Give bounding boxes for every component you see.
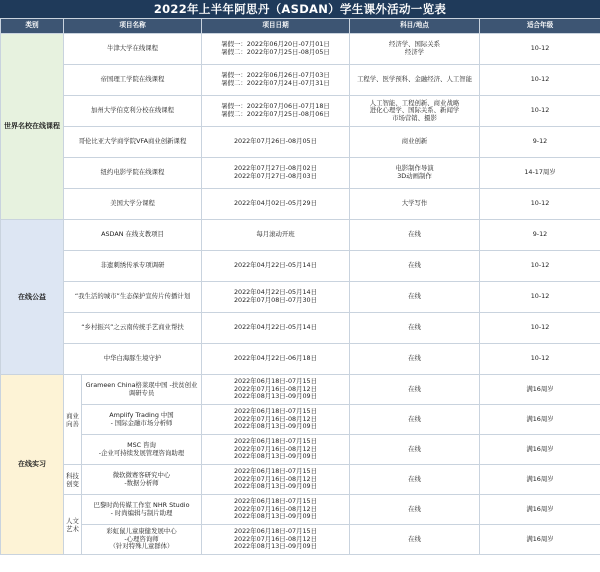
project-grade: 10-12 [480,282,600,313]
project-subject: 在线 [350,495,480,525]
project-grade: 满16周岁 [480,465,600,495]
project-grade: 满16周岁 [480,495,600,525]
project-grade: 9-12 [480,127,600,158]
project-subject: 大学写作 [350,189,480,220]
project-subject: 在线 [350,220,480,251]
project-subject: 工程学、医学预科、金融经济、人工智能 [350,65,480,96]
project-name: 加州大学伯克利分校在线课程 [64,96,202,127]
subcategory-cell: 商业向善 [64,375,82,465]
project-subject: 在线 [350,251,480,282]
table-row [1,189,600,220]
table-row [1,127,600,158]
project-date: 2022年06月18日-07月15日 2022年07月16日-08月12日 2022年08月13日-09月09日 [202,435,350,465]
category-cell: 在线公益 [1,220,64,375]
project-name: 巴黎时尚传媒工作室 NHR Studio - 时尚编辑与制片助理 [82,495,202,525]
table-row [1,65,600,96]
project-date: 2022年06月18日-07月15日 2022年07月16日-08月12日 2022年08月13日-09月09日 [202,525,350,555]
project-subject: 在线 [350,465,480,495]
project-name: 微软微赛客研究中心 -数据分析师 [82,465,202,495]
project-grade: 满16周岁 [480,435,600,465]
table-row [1,495,600,525]
header-name: 项目名称 [64,19,202,34]
project-grade: 满16周岁 [480,525,600,555]
project-subject: 在线 [350,405,480,435]
project-date: 2022年04月22日-06月18日 [202,344,350,375]
project-name: Amplify Trading 中国 - 国际金融市场分析师 [82,405,202,435]
header-grade: 适合年级 [480,19,600,34]
project-date: 2022年07月27日-08月02日 2022年07月27日-08月03日 [202,158,350,189]
table-row [1,525,600,555]
project-date: 每月滚动开班 [202,220,350,251]
category-cell: 在线实习 [1,375,64,555]
category-cell: 世界名校在线课程 [1,34,64,220]
project-grade: 10-12 [480,65,600,96]
table-row [1,96,600,127]
project-subject: 在线 [350,525,480,555]
table-row [1,375,600,405]
project-date: 2022年04月22日-05月14日 [202,251,350,282]
project-name: 美国大学分课程 [64,189,202,220]
header-row [1,19,600,34]
project-date: 暑假一：2022年06月26日-07月03日 暑假二：2022年07月24日-07月31日 [202,65,350,96]
project-name: “乡村振兴”之云南传统手艺商业帮扶 [64,313,202,344]
project-date: 2022年04月22日-05月14日 2022年07月08日-07月30日 [202,282,350,313]
project-subject: 在线 [350,313,480,344]
project-grade: 10-12 [480,34,600,65]
project-grade: 9-12 [480,220,600,251]
project-subject: 在线 [350,344,480,375]
table-row [1,282,600,313]
project-grade: 满16周岁 [480,375,600,405]
table-row [1,251,600,282]
project-name: 纽约电影学院在线课程 [64,158,202,189]
project-date: 2022年06月18日-07月15日 2022年07月16日-08月12日 2022年08月13日-09月09日 [202,495,350,525]
project-name: ASDAN 在线支教项目 [64,220,202,251]
project-name: MSC 咨询 -企业可持续发展管理咨询助理 [82,435,202,465]
subcategory-cell: 人文艺术 [64,495,82,555]
page-title: 2022年上半年阿思丹（ASDAN）学生课外活动一览表 [0,0,600,18]
table-row [1,405,600,435]
project-grade: 10-12 [480,344,600,375]
project-name: 中华白海豚生境守护 [64,344,202,375]
project-subject: 商业创新 [350,127,480,158]
project-date: 2022年04月22日-05月14日 [202,313,350,344]
project-name: 哥伦比亚大学商学院VFA商业创新课程 [64,127,202,158]
project-grade: 14-17周岁 [480,158,600,189]
project-date: 2022年06月18日-07月15日 2022年07月16日-08月12日 2022年08月13日-09月09日 [202,405,350,435]
project-grade: 满16周岁 [480,405,600,435]
header-subject: 科目/地点 [350,19,480,34]
table-row [1,313,600,344]
project-subject: 在线 [350,282,480,313]
activity-table [0,18,600,555]
table-row [1,435,600,465]
project-subject: 在线 [350,435,480,465]
project-subject: 电影制作导演 3D动画制作 [350,158,480,189]
table-row [1,465,600,495]
project-grade: 10-12 [480,189,600,220]
header-category: 类别 [1,19,64,34]
project-grade: 10-12 [480,251,600,282]
table-row [1,344,600,375]
project-date: 2022年07月26日-08月05日 [202,127,350,158]
project-name: 牛津大学在线课程 [64,34,202,65]
project-name: 帝国理工学院在线课程 [64,65,202,96]
project-subject: 经济学、国际关系 经济学 [350,34,480,65]
project-date: 2022年04月02日-05月29日 [202,189,350,220]
project-name: “我生活的城市”生态保护宣传片传播计划 [64,282,202,313]
project-grade: 10-12 [480,313,600,344]
subcategory-cell: 科技创变 [64,465,82,495]
project-date: 暑假一：2022年06月20日-07月01日 暑假二：2022年07月25日-08月05日 [202,34,350,65]
project-subject: 人工智能、工程创新、商业战略 进化心理学、国际关系、新闻学 市场营销、摄影 [350,96,480,127]
project-date: 2022年06月18日-07月15日 2022年07月16日-08月12日 2022年08月13日-09月09日 [202,375,350,405]
project-name: 彩虹鼠儿童康健发展中心 -心理咨询师 （针对特殊儿童群体） [82,525,202,555]
project-date: 暑假一：2022年07月06日-07月18日 暑假二：2022年07月25日-08月06日 [202,96,350,127]
table-row [1,34,600,65]
project-subject: 在线 [350,375,480,405]
project-grade: 10-12 [480,96,600,127]
project-date: 2022年06月18日-07月15日 2022年07月16日-08月12日 2022年08月13日-09月09日 [202,465,350,495]
project-name: 非遗刺绣传承专项调研 [64,251,202,282]
table-row [1,158,600,189]
table-row [1,220,600,251]
project-name: Grameen China格莱珉中国 -扶贫创业调研专员 [82,375,202,405]
header-date: 项目日期 [202,19,350,34]
